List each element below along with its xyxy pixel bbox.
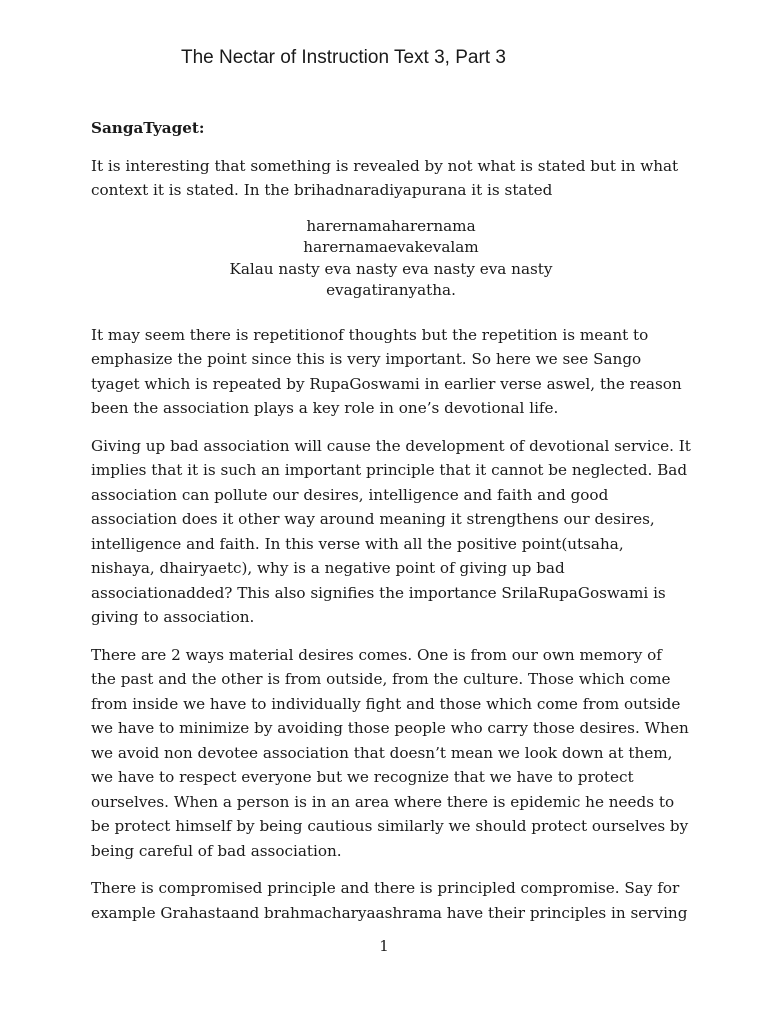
body-paragraph: There are 2 ways material desires comes. One is from our own memory of the past and the other is from outside, from the culture. Those which come from inside we have to individually fight and those which come from outside we have to minimize by avoiding those people who carry those desires. When we avoid non devotee association that doesn’t mean we look down at them, we have to respect everyone but we recognize that we have to protect ourselves. When a person is in an area where there is epidemic he needs to be protect himself by being cautious similarly we should protect ourselves by being careful of bad association. bbox=[91, 645, 689, 860]
section-heading: SangaTyaget: bbox=[91, 119, 205, 137]
verse-line: Kalau nasty eva nasty eva nasty eva nasty bbox=[229, 259, 553, 278]
intro-paragraph: It is interesting that something is revealed by not what is stated but in what context it is stated. In the brihadnaradiyapurana it is stated bbox=[91, 156, 679, 199]
page-number: 1 bbox=[379, 937, 389, 955]
verse-block bbox=[91, 216, 691, 302]
verse-line: harernamaharernama bbox=[306, 216, 476, 235]
document-title: The Nectar of Instruction Text 3, Part 3 bbox=[181, 47, 506, 68]
document-body bbox=[91, 116, 691, 938]
body-paragraph: There is compromised principle and there is principled compromise. Say for example Grahastaand brahmacharyaashrama have their principles in serving bbox=[91, 879, 688, 922]
verse-line: harernamaevakevalam bbox=[303, 238, 479, 256]
body-paragraph: It may seem there is repetitionof thoughts but the repetition is meant to emphasize the point since this is very important. So here we see Sango tyaget which is repeated by RupaGoswami in earlier verse aswel, the reason been the association plays a key role in one’s devotional life. bbox=[91, 325, 682, 417]
verse-line: evagatiranyatha. bbox=[326, 281, 456, 299]
body-paragraph: Giving up bad association will cause the development of devotional service. It implies that it is such an important principle that it cannot be neglected. Bad association can pollute our desires, intelligence and faith and good association does it other way around meaning it strengthens our desires, intelligence and faith. In this verse with all the positive point(utsaha, nishaya, dhairyaetc), why is a negative point of giving up bad associationadded? This also signifies the importance SrilaRupaGoswami is giving to association. bbox=[91, 436, 691, 626]
